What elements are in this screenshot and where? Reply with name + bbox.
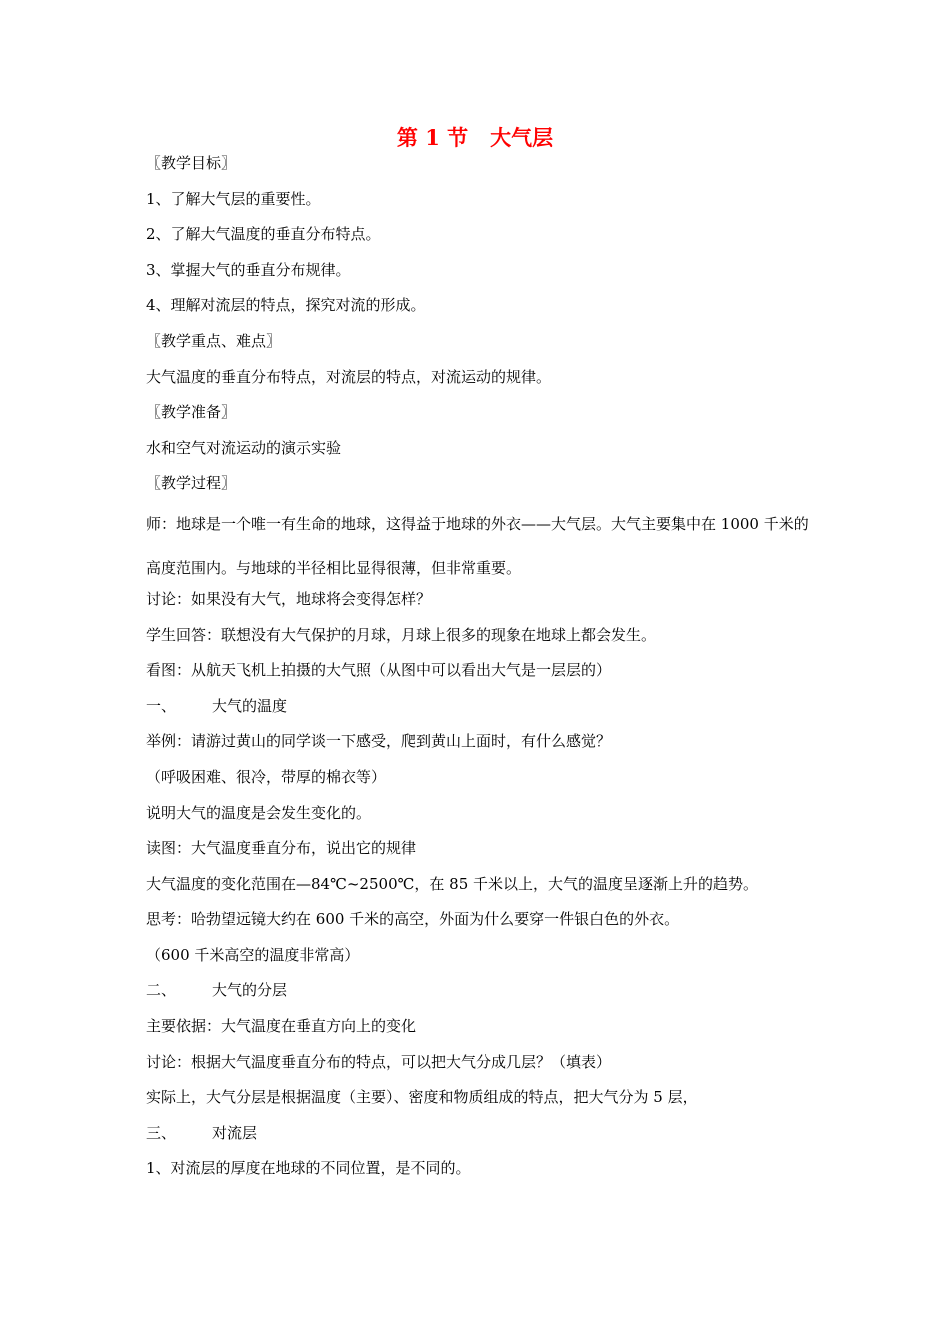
section-heading: 大气的分层 bbox=[212, 981, 288, 1000]
text-line: 说明大气的温度是会发生变化的。 bbox=[146, 803, 372, 822]
section-heading: 对流层 bbox=[212, 1123, 258, 1142]
text-line: 1、对流层的厚度在地球的不同位置，是不同的。 bbox=[146, 1159, 471, 1178]
text-line: 讨论：如果没有大气，地球将会变得怎样？ bbox=[146, 589, 432, 608]
text-line: 〖教学重点、难点〗 bbox=[146, 331, 282, 350]
text-line: 大气温度的垂直分布特点，对流层的特点，对流运动的规律。 bbox=[146, 367, 552, 386]
text-line: 2、了解大气温度的垂直分布特点。 bbox=[146, 225, 381, 244]
text-line: （呼吸困难、很冷，带厚的棉衣等） bbox=[146, 767, 387, 786]
text-line: 思考：哈勃望远镜大约在 600 千米的高空，外面为什么要穿一件银白色的外衣。 bbox=[146, 910, 680, 929]
text-line: 举例：请游过黄山的同学谈一下感受，爬到黄山上面时，有什么感觉？ bbox=[146, 732, 612, 751]
document-body bbox=[146, 146, 816, 1187]
text-line bbox=[146, 973, 816, 1009]
text-line: 〖教学准备〗 bbox=[146, 403, 237, 422]
text-line: 主要依据：大气温度在垂直方向上的变化 bbox=[146, 1017, 417, 1036]
section-number: 一、 bbox=[146, 696, 177, 715]
text-line: 看图：从航天飞机上拍摄的大气照（从图中可以看出大气是一层层的） bbox=[146, 661, 612, 680]
text-line bbox=[146, 1116, 816, 1152]
text-line: 师：地球是一个唯一有生命的地球，这得益于地球的外衣——大气层。大气主要集中在 1000 千米的高度范围内。与地球的半径相比显得很薄，但非常重要。 bbox=[146, 514, 809, 577]
text-line: 实际上，大气分层是根据温度（主要）、密度和物质组成的特点，把大气分为 5 层， bbox=[146, 1088, 698, 1107]
text-line: 讨论：根据大气温度垂直分布的特点，可以把大气分成几层？（填表） bbox=[146, 1052, 612, 1071]
page-title: 第 1 节 大气层 bbox=[396, 125, 554, 150]
text-line: 4、理解对流层的特点，探究对流的形成。 bbox=[146, 296, 426, 315]
text-line: 学生回答：联想没有大气保护的月球，月球上很多的现象在地球上都会发生。 bbox=[146, 625, 657, 644]
text-line: 〖教学过程〗 bbox=[146, 474, 237, 493]
text-line: 3、掌握大气的垂直分布规律。 bbox=[146, 260, 351, 279]
text-line: 水和空气对流运动的演示实验 bbox=[146, 438, 342, 457]
section-number: 三、 bbox=[146, 1123, 177, 1142]
text-line: 〖教学目标〗 bbox=[146, 154, 237, 172]
section-number: 二、 bbox=[146, 981, 177, 1000]
text-line: 1、了解大气层的重要性。 bbox=[146, 189, 321, 208]
text-line: 读图：大气温度垂直分布，说出它的规律 bbox=[146, 839, 417, 858]
text-line: 大气温度的变化范围在—84℃~2500℃，在 85 千米以上，大气的温度呈逐渐上升的趋势。 bbox=[146, 874, 759, 893]
section-heading: 大气的温度 bbox=[212, 696, 288, 715]
text-line: （600 千米高空的温度非常高） bbox=[146, 945, 360, 964]
text-line bbox=[146, 689, 816, 725]
